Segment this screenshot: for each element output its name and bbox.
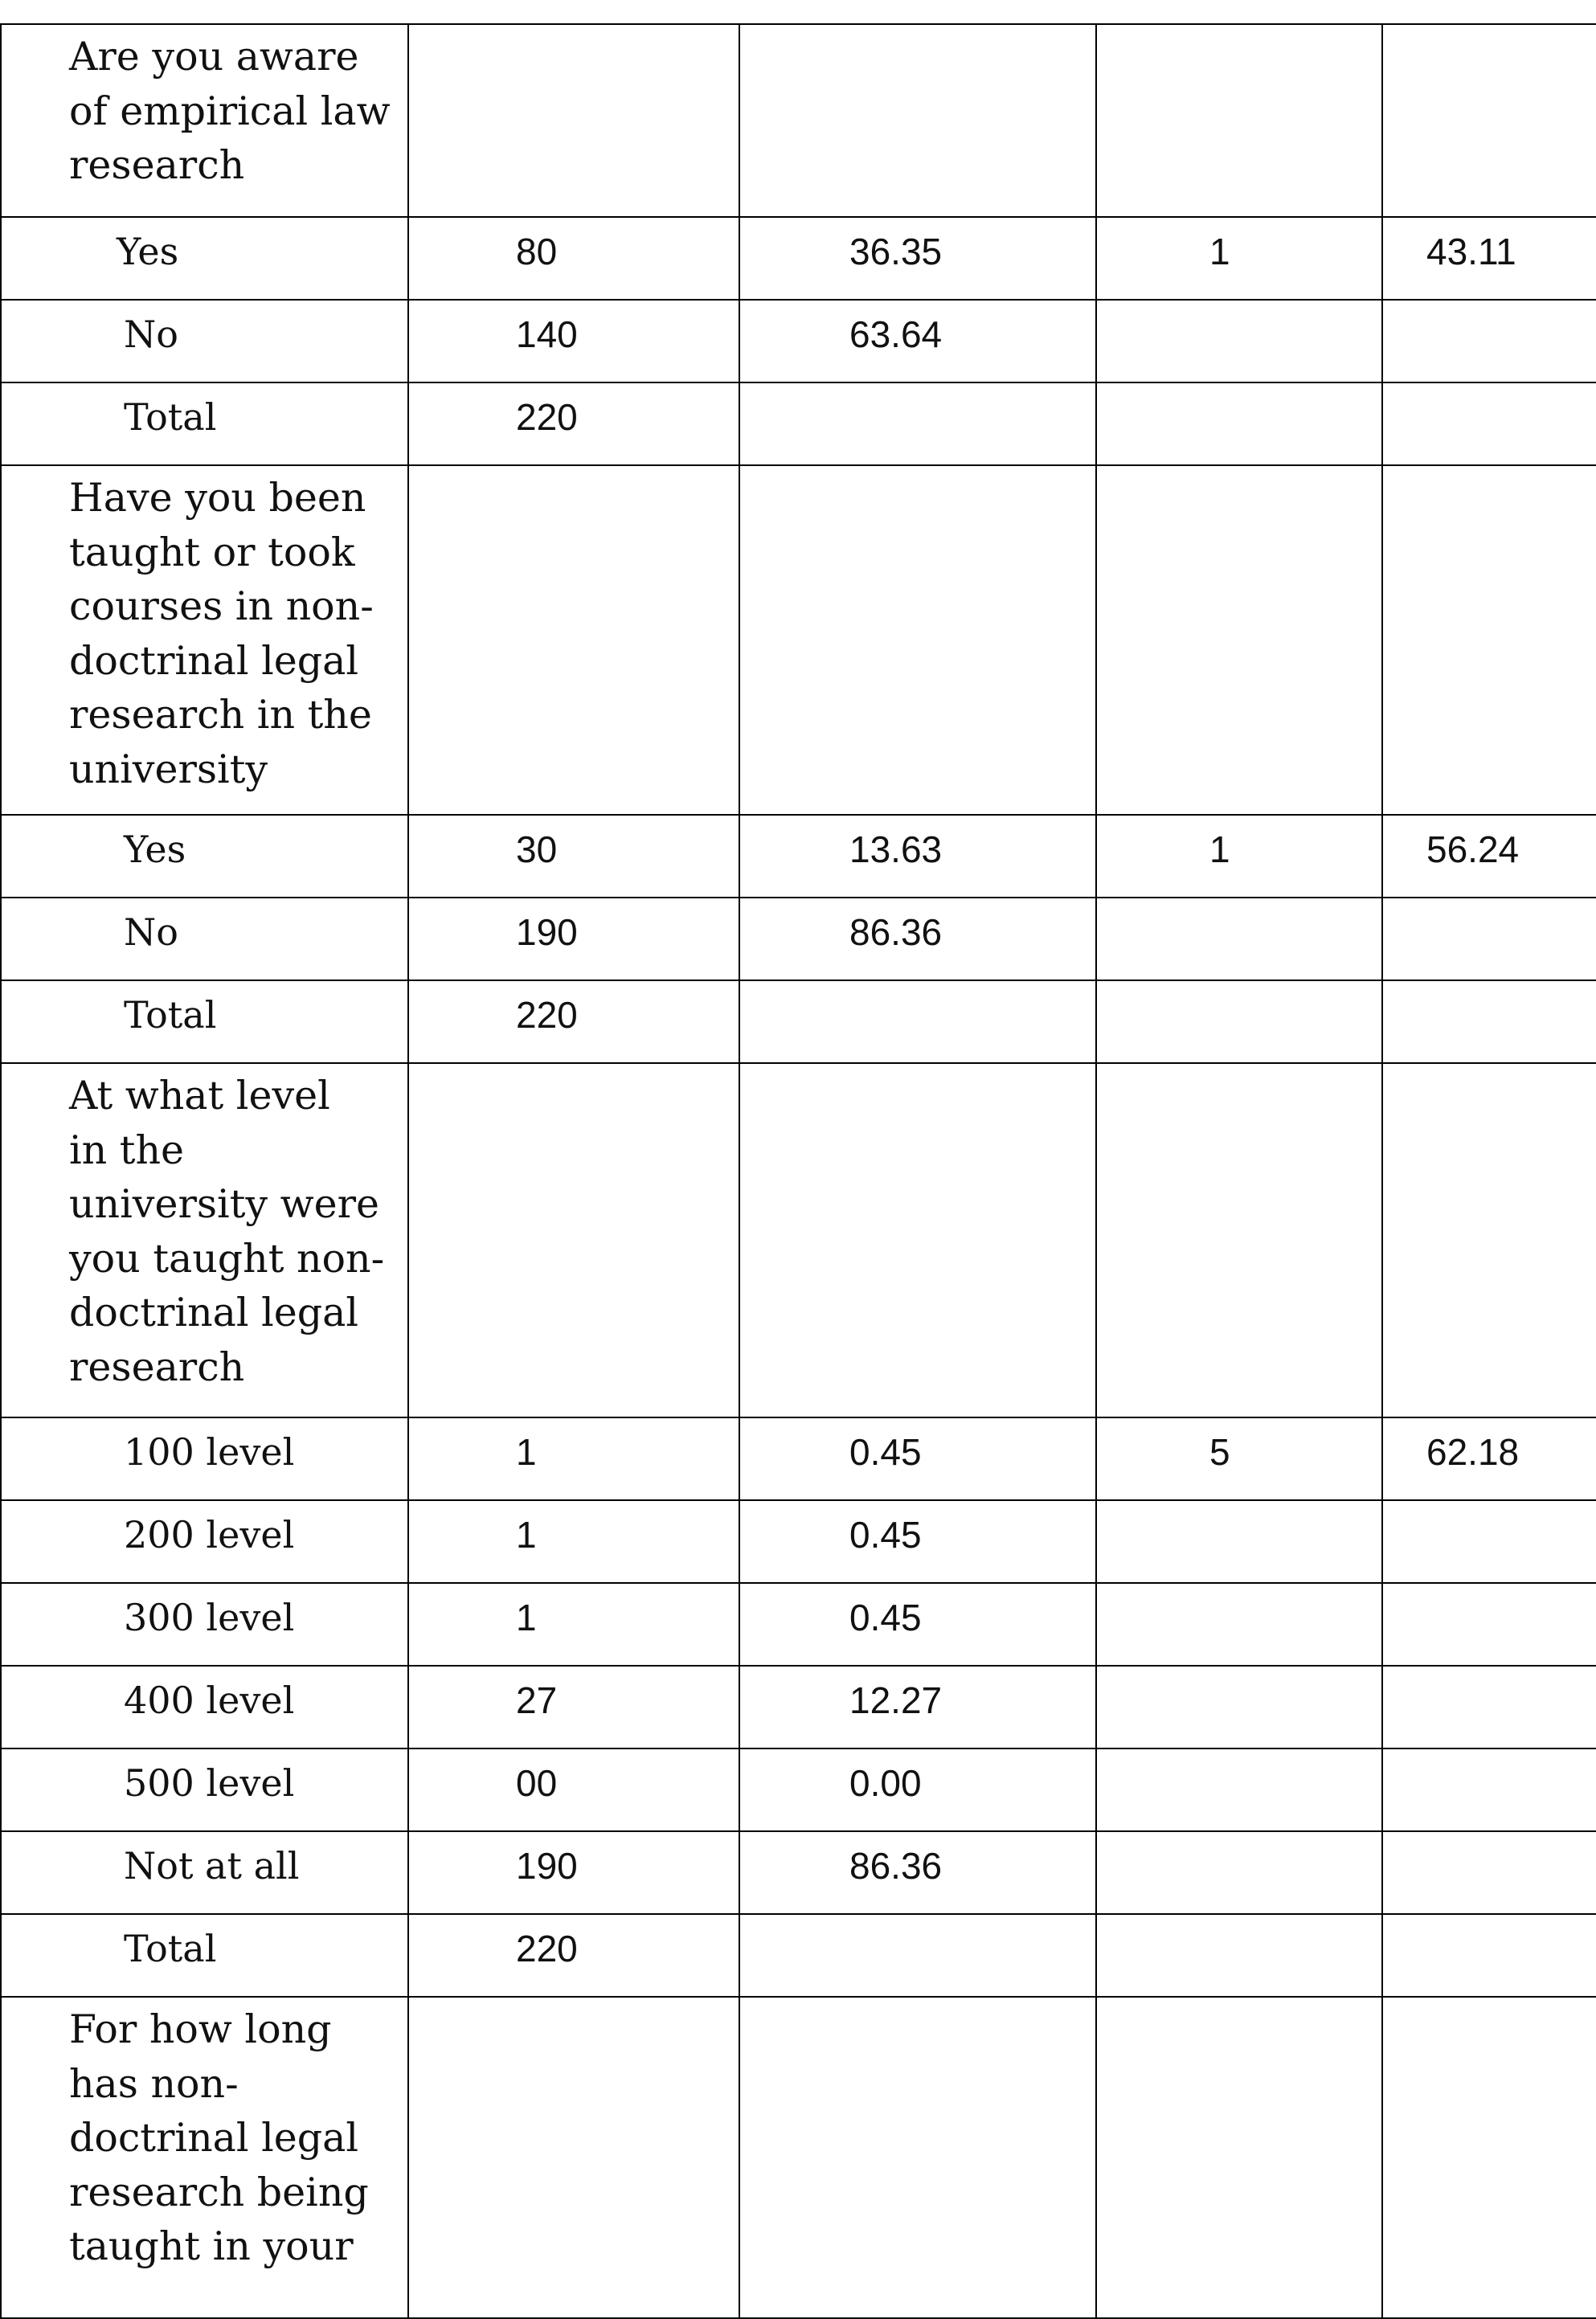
percent-cell: 0.00 <box>739 1748 1096 1831</box>
table-row <box>1 815 1596 898</box>
chi-square-cell <box>1382 898 1596 980</box>
percent-cell: 12.27 <box>739 1666 1096 1748</box>
question-cell: Have you been taught or took courses in non- doctrinal legal research in the university <box>1 465 408 815</box>
chi-square-cell <box>1382 1583 1596 1666</box>
percent-cell: 63.64 <box>739 300 1096 382</box>
option-label: 200 level <box>1 1500 408 1583</box>
count-cell: 1 <box>408 1583 739 1666</box>
df-cell <box>1096 1500 1382 1583</box>
table-row <box>1 980 1596 1063</box>
count-cell: 30 <box>408 815 739 898</box>
empty-cell <box>1096 1063 1382 1417</box>
table-row <box>1 898 1596 980</box>
chi-square-cell <box>1382 1831 1596 1914</box>
table-row <box>1 1417 1596 1500</box>
empty-cell <box>1096 24 1382 217</box>
percent-cell: 0.45 <box>739 1417 1096 1500</box>
table-row <box>1 1831 1596 1914</box>
option-label: Total <box>1 1914 408 1997</box>
empty-cell <box>1382 1997 1596 2318</box>
count-cell: 27 <box>408 1666 739 1748</box>
question-row <box>1 465 1596 815</box>
percent-cell: 86.36 <box>739 1831 1096 1914</box>
question-cell: At what level in the university were you taught non- doctrinal legal research <box>1 1063 408 1417</box>
df-cell <box>1096 1666 1382 1748</box>
percent-cell <box>739 980 1096 1063</box>
empty-cell <box>739 1997 1096 2318</box>
count-cell: 190 <box>408 898 739 980</box>
table-row <box>1 300 1596 382</box>
option-label: 300 level <box>1 1583 408 1666</box>
empty-cell <box>408 1997 739 2318</box>
df-cell <box>1096 898 1382 980</box>
percent-cell: 0.45 <box>739 1583 1096 1666</box>
percent-cell: 36.35 <box>739 217 1096 300</box>
empty-cell <box>408 465 739 815</box>
count-cell: 220 <box>408 1914 739 1997</box>
chi-square-cell <box>1382 382 1596 465</box>
df-cell <box>1096 1583 1382 1666</box>
count-cell: 220 <box>408 382 739 465</box>
percent-cell: 13.63 <box>739 815 1096 898</box>
table-row <box>1 1914 1596 1997</box>
empty-cell <box>408 1063 739 1417</box>
empty-cell <box>739 1063 1096 1417</box>
chi-square-cell <box>1382 1914 1596 1997</box>
option-label: 100 level <box>1 1417 408 1500</box>
df-cell <box>1096 1748 1382 1831</box>
question-row <box>1 1063 1596 1417</box>
df-cell: 1 <box>1096 217 1382 300</box>
table-row <box>1 1748 1596 1831</box>
option-label: Total <box>1 382 408 465</box>
df-cell <box>1096 980 1382 1063</box>
question-cell: Are you aware of empirical law research <box>1 24 408 217</box>
df-cell <box>1096 1831 1382 1914</box>
count-cell: 140 <box>408 300 739 382</box>
chi-square-cell: 62.18 <box>1382 1417 1596 1500</box>
count-cell: 220 <box>408 980 739 1063</box>
chi-square-cell <box>1382 1748 1596 1831</box>
count-cell: 80 <box>408 217 739 300</box>
percent-cell <box>739 382 1096 465</box>
empty-cell <box>739 465 1096 815</box>
empty-cell <box>408 24 739 217</box>
chi-square-cell <box>1382 1666 1596 1748</box>
df-cell <box>1096 1914 1382 1997</box>
count-cell: 190 <box>408 1831 739 1914</box>
table-row <box>1 217 1596 300</box>
option-label: 400 level <box>1 1666 408 1748</box>
empty-cell <box>1096 465 1382 815</box>
question-cell: For how long has non- doctrinal legal research being taught in your <box>1 1997 408 2318</box>
option-label: No <box>1 898 408 980</box>
option-label: 500 level <box>1 1748 408 1831</box>
option-label: Yes <box>1 217 408 300</box>
question-row <box>1 24 1596 217</box>
df-cell <box>1096 382 1382 465</box>
empty-cell <box>1382 24 1596 217</box>
count-cell: 1 <box>408 1500 739 1583</box>
df-cell: 5 <box>1096 1417 1382 1500</box>
chi-square-cell <box>1382 1500 1596 1583</box>
table-row <box>1 382 1596 465</box>
empty-cell <box>1382 1063 1596 1417</box>
percent-cell <box>739 1914 1096 1997</box>
option-label: Not at all <box>1 1831 408 1914</box>
option-label: Yes <box>1 815 408 898</box>
chi-square-cell <box>1382 980 1596 1063</box>
survey-results-table <box>0 23 1596 2319</box>
df-cell <box>1096 300 1382 382</box>
option-label: No <box>1 300 408 382</box>
empty-cell <box>739 24 1096 217</box>
chi-square-cell: 56.24 <box>1382 815 1596 898</box>
count-cell: 00 <box>408 1748 739 1831</box>
empty-cell <box>1382 465 1596 815</box>
table-row <box>1 1500 1596 1583</box>
empty-cell <box>1096 1997 1382 2318</box>
percent-cell: 86.36 <box>739 898 1096 980</box>
chi-square-cell <box>1382 300 1596 382</box>
percent-cell: 0.45 <box>739 1500 1096 1583</box>
option-label: Total <box>1 980 408 1063</box>
question-row <box>1 1997 1596 2318</box>
table-row <box>1 1583 1596 1666</box>
count-cell: 1 <box>408 1417 739 1500</box>
table-row <box>1 1666 1596 1748</box>
chi-square-cell: 43.11 <box>1382 217 1596 300</box>
df-cell: 1 <box>1096 815 1382 898</box>
